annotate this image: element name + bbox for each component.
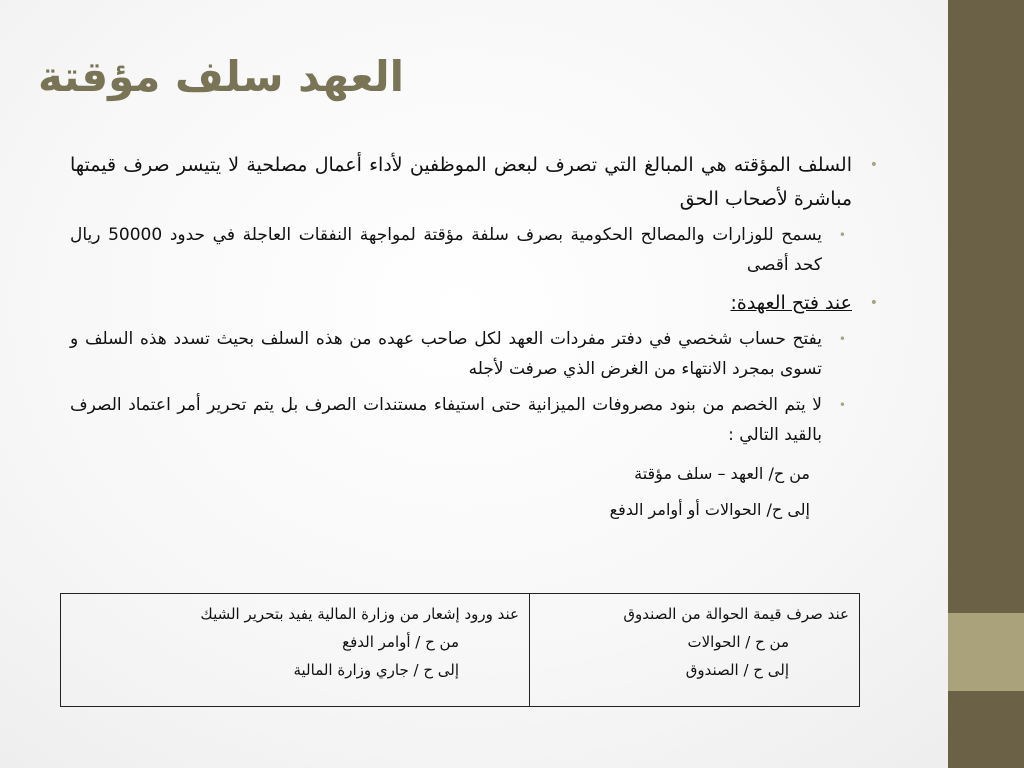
cell-2-heading: عند ورود إشعار من وزارة المالية يفيد بتحرير الشيك (200, 605, 520, 623)
journal-entry-credit: إلى ح/ الحوالات أو أوامر الدفع (609, 500, 810, 519)
sub-bullet-1-1-text: يسمح للوزارات والمصالح الحكومية بصرف سلفة مؤقتة لمواجهة النفقات العاجلة في حدود 50000 ريال كحد أقصى (70, 225, 822, 275)
bullet-2 (70, 286, 882, 320)
sub-bullet-2-1 (70, 324, 882, 384)
slide-title: العهد سلف مؤقتة (37, 52, 404, 101)
table-cell-ministry-notice (61, 594, 530, 707)
bullet-1 (70, 148, 882, 216)
table-cell-cash-payment (530, 594, 860, 707)
sub-bullet-2-1-text: يفتح حساب شخصي في دفتر مفردات العهد لكل صاحب عهده من هذه السلف بحيث تسدد هذه السلف و تسوى بمجرد الانتهاء من الغرض الذي صرفت لأجله (70, 329, 822, 379)
bullet-dot-icon: • (838, 228, 846, 242)
sub-bullet-2-2 (70, 390, 882, 450)
journal-table (60, 593, 860, 707)
bullet-1-text: السلف المؤقته هي المبالغ التي تصرف لبعض الموظفين لأداء أعمال مصلحية لا يتيسر صرف قيمتها مباشرة لأصحاب الحق (70, 154, 852, 210)
bullet-dot-icon: • (869, 157, 878, 173)
cell-1-credit: إلى ح / الصندوق (685, 661, 789, 679)
bullet-dot-icon: • (838, 398, 846, 412)
bullet-2-text: عند فتح العهدة: (730, 292, 852, 314)
slide-content (70, 148, 882, 528)
right-accent-block (948, 613, 1024, 691)
table-row (61, 594, 860, 707)
cell-1-heading: عند صرف قيمة الحوالة من الصندوق (623, 605, 849, 623)
cell-2-credit: إلى ح / جاري وزارة المالية (293, 661, 460, 679)
journal-entry-debit: من ح/ العهد – سلف مؤقتة (634, 464, 810, 483)
cell-2-debit: من ح / أوامر الدفع (342, 633, 460, 651)
bullet-dot-icon: • (869, 295, 878, 311)
sub-bullet-1-1 (70, 220, 882, 280)
bullet-dot-icon: • (838, 332, 846, 346)
sub-bullet-2-2-text: لا يتم الخصم من بنود مصروفات الميزانية حتى استيفاء مستندات الصرف بل يتم تحرير أمر اعتماد الصرف بالقيد التالي : (70, 395, 822, 445)
cell-1-debit: من ح / الحوالات (687, 633, 789, 651)
